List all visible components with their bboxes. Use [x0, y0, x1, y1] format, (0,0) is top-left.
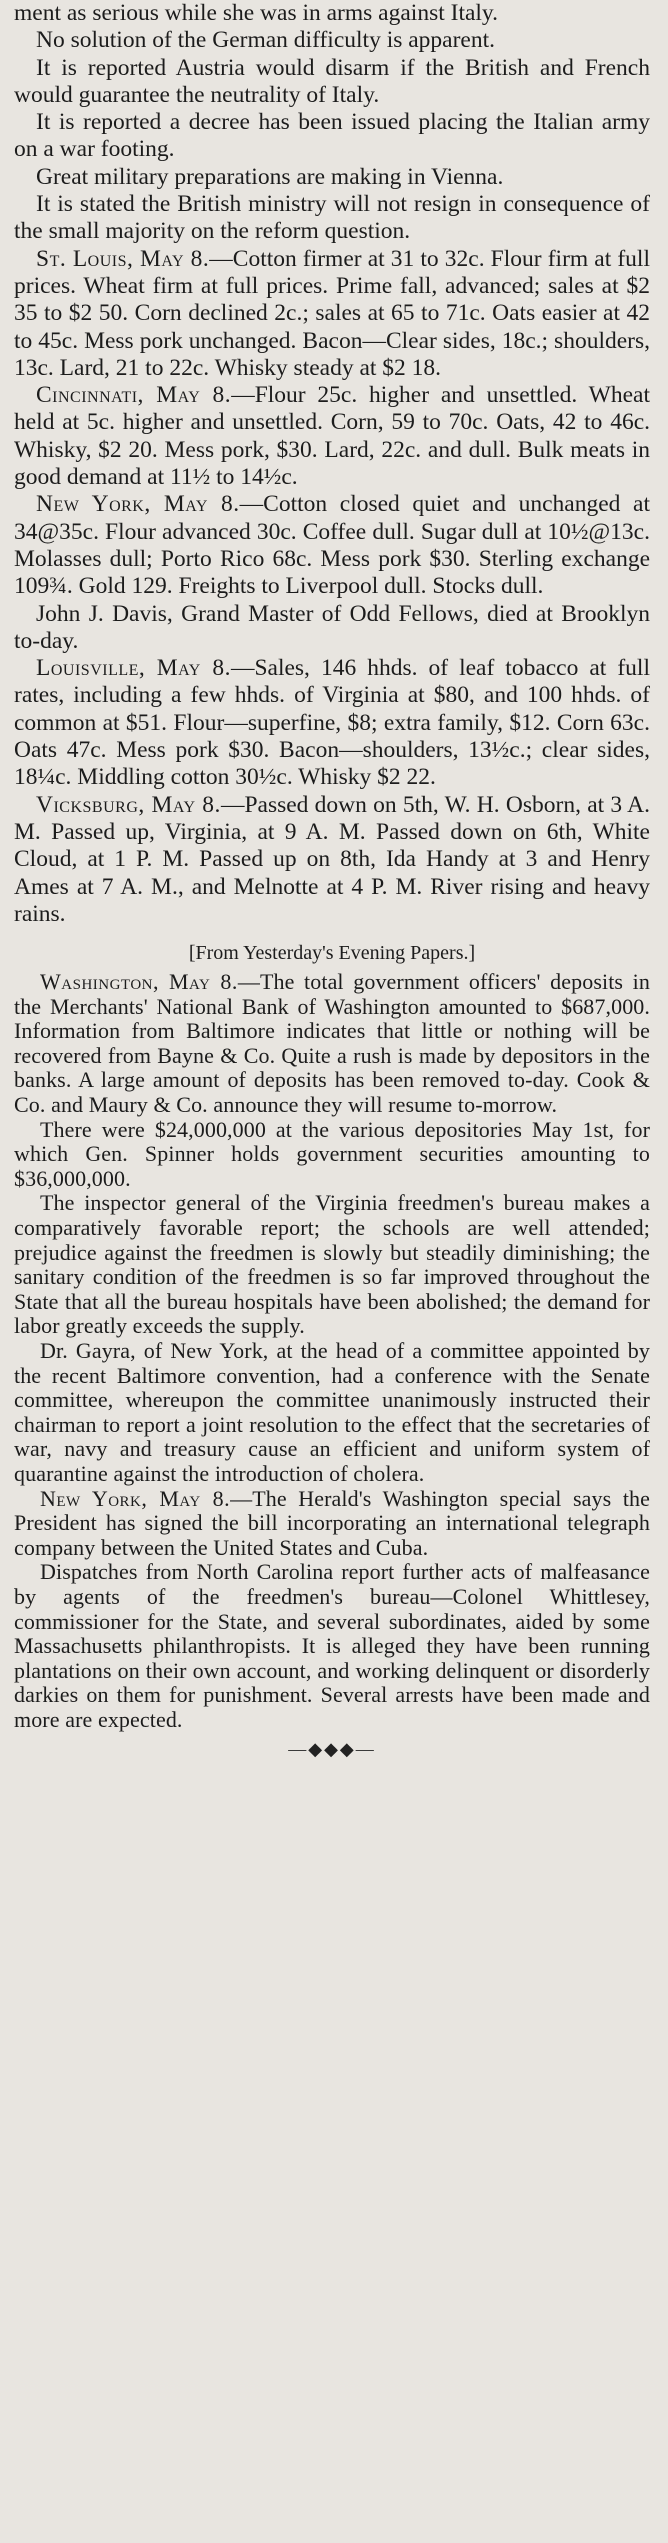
- market-report-cincinnati: [14, 382, 650, 491]
- paragraph-body: —The total government officers' deposits in the Merchants' National Bank of Washington amounted to $687,000. Information from Baltimore indicates that little or nothing will be recovered from Bayne & Co. Quite a rush is made by depositors in the banks. A large amount of deposits has been removed to-day. Cook & Co. and Maury & Co. announce they will resume to-morrow.: [14, 969, 650, 1118]
- report-body: —Cotton closed quiet and unchanged at 34@35c. Flour advanced 30c. Coffee dull. Sugar dull at 10½@13c. Molasses dull; Porto Rico 68c. Mess pork $30. Sterling exchange 109¾. Gold 129. Freights to Liverpool dull. Stocks dull.: [14, 491, 650, 600]
- evening-paragraph: [14, 1191, 650, 1339]
- market-report-new-york: [14, 491, 650, 600]
- report-body: —Cotton firmer at 31 to 32c. Flour firm at full prices. Wheat firm at full prices. Prime fall, advanced; sales at $2 35 to $2 50. Corn declined 2c.; sales at 65 to 71c. Oats easier at 42 to 45c. Mess pork unchanged. Bacon—Clear sides, 18c.; shoulders, 13c. Lard, 21 to 22c. Whisky steady at $2 18.: [14, 245, 650, 381]
- evening-paragraph: [14, 1487, 650, 1561]
- evening-paragraph: [14, 1560, 650, 1732]
- paragraph-body: Dr. Gayra, of New York, at the head of a committee appointed by the recent Baltimore convention, had a conference with the Senate committee, whereupon the committee unanimously instructed their chairman to report a joint resolution to the effect that the secretaries of war, navy and treasury cause an efficient and uniform system of quarantine against the introduction of cholera.: [14, 1338, 650, 1486]
- dateline: Washington, May 8.: [40, 969, 238, 995]
- dateline: Vicksburg, May 8.: [36, 791, 221, 818]
- paragraph: Great military preparations are making in Vienna.: [36, 163, 504, 190]
- market-report-st-louis: [14, 246, 650, 382]
- section-divider: —◆◆◆—: [288, 1738, 376, 1759]
- evening-paragraph: [14, 1118, 650, 1192]
- paragraph: It is reported a decree has been issued placing the Italian army on a war footing.: [14, 109, 650, 163]
- river-report-vicksburg: [14, 792, 650, 928]
- obituary-paragraph: [14, 601, 650, 656]
- market-report-louisville: [14, 655, 650, 791]
- paragraph: It is stated the British ministry will not resign in consequence of the small majority on the reform question.: [14, 191, 650, 245]
- dateline: New York, May 8.: [40, 1485, 231, 1511]
- report-body: —Sales, 146 hhds. of leaf tobacco at full rates, including a few hhds. of Virginia at $80, and 100 hhds. of common at $51. Flour—superfine, $8; extra family, $12. Corn 63c. Oats 47c. Mess pork $30. Bacon—shoulders, 13½c.; clear sides, 18¼c. Middling cotton 30½c. Whisky $2 22.: [14, 655, 650, 791]
- news-column: [14, 0, 650, 1760]
- dateline: New York, May 8.: [36, 491, 240, 518]
- evening-paragraph: [14, 1339, 650, 1487]
- report-body: —Flour 25c. higher and unsettled. Wheat held at 5c. higher and unsettled. Corn, 59 to 70c. Oats, 42 to 46c. Whisky, $2 20. Mess pork, $30. Lard, 22c. and dull. Bulk meats in good demand at 11½ to 14½c.: [14, 382, 650, 491]
- paragraph-body: Dispatches from North Carolina report further acts of malfeasance by agents of the freedmen's bureau—Colonel Whittlesey, commissioner for the State, and several subordinates, aided by some Massachusetts philanthropists. It is alleged they have been running plantations on their own account, and working delinquent or disorderly darkies on them for punishment. Several arrests have been made and more are expected.: [14, 1559, 650, 1732]
- section-heading: [From Yesterday's Evening Papers.]: [188, 942, 476, 965]
- report-body: —Passed down on 5th, W. H. Osborn, at 3 A. M. Passed up, Virginia, at 9 A. M. Passed down on 6th, White Cloud, at 1 P. M. Passed up on 8th, Ida Handy at 3 and Henry Ames at 7 A. M., and Melnotte at 4 P. M. River rising and heavy rains.: [14, 791, 650, 927]
- paragraph-body: —The Herald's Washington special says the President has signed the bill incorporating an international telegraph company between the United States and Cuba.: [14, 1485, 650, 1560]
- paragraph: ment as serious while she was in arms against Italy.: [14, 0, 499, 26]
- evening-paragraph: [14, 970, 650, 1118]
- paragraph-body: There were $24,000,000 at the various depositories May 1st, for which Gen. Spinner holds government securities amounting to $36,000,000.: [14, 1116, 650, 1191]
- paragraph: It is reported Austria would disarm if the British and French would guarantee the neutrality of Italy.: [14, 54, 650, 108]
- dateline: Louisville, May 8.: [36, 655, 231, 682]
- paragraph-body: The inspector general of the Virginia freedmen's bureau makes a comparatively favorable report; the schools are well attended; prejudice against the freedmen is slowly but steadily diminishing; the sanitary condition of the freedmen is so far improved throughout the State that all the bureau hospitals have been abolished; the demand for labor greatly exceeds the supply.: [14, 1190, 650, 1339]
- paragraph: No solution of the German difficulty is apparent.: [36, 27, 496, 54]
- report-body: John J. Davis, Grand Master of Odd Fellows, died at Brooklyn to-day.: [14, 600, 650, 654]
- dateline: St. Louis, May 8.: [36, 245, 210, 272]
- dateline: Cincinnati, May 8.: [36, 382, 232, 409]
